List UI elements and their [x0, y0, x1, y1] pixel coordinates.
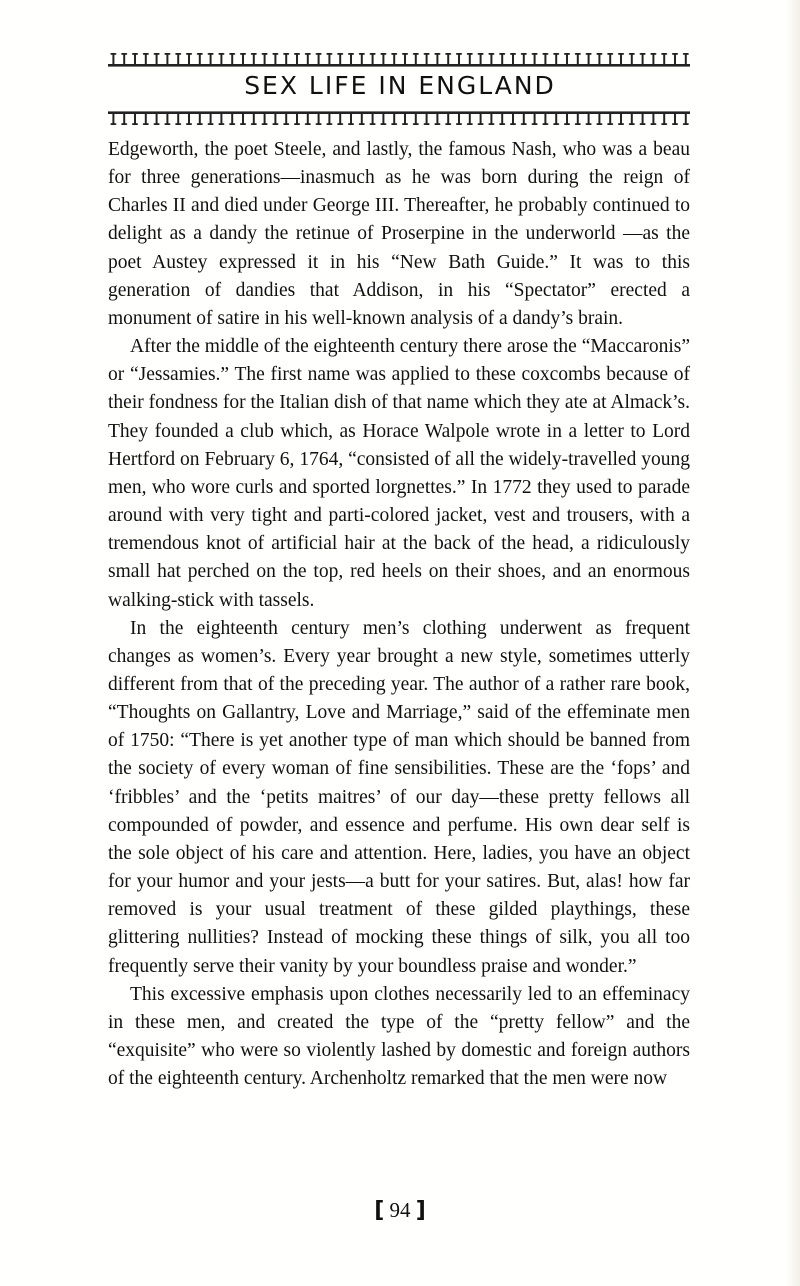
- paragraph-1: Edgeworth, the poet Steele, and lastly, the famous Nash, who was a beau for three generations—inasmuch as he was born during the reign of Charles II and died under George III. Thereafter, he probably continued to delight as a dandy the retinue of Proserpine in the underworld —as the poet Austey expressed it in his “New Bath Guide.” It was to this generation of dandies that Addison, in his “Spectator” erected a monument of satire in his well-known analysis of a dandy’s brain.: [108, 139, 690, 329]
- bottom-ornament-rule: [108, 111, 690, 125]
- folio-bracket-right: ]: [415, 1198, 426, 1223]
- folio-bracket-left: [: [374, 1198, 385, 1223]
- page-number-footer: [0, 1198, 800, 1223]
- page-edge-shadow: [786, 0, 800, 1286]
- page-number: 94: [389, 1198, 411, 1222]
- top-ornament-rule-graphic: [108, 53, 690, 67]
- top-ornament-rule: [108, 53, 690, 67]
- paragraph-3: In the eighteenth century men’s clothing underwent as frequent changes as women’s. Every year brought a new style, sometimes utterly different from that of the preceding year. The author of a rather rare book, “Thoughts on Gallantry, Love and Marriage,” said of the effeminate men of 1750: “There is yet another type of man which should be banned from the society of every woman of fine sensibilities. These are the ‘fops’ and ‘fribbles’ and the ‘petits maitres’ of our day—these pretty fellows all compounded of powder, and essence and perfume. His own dear self is the sole object of his care and attention. Here, ladies, you have an object for your humor and your jests—a butt for your satires. But, alas! how far removed is your usual treatment of these gilded playthings, these glittering nullities? Instead of mocking these things of silk, you all too frequently serve their vanity by your boundless praise and wonder.”: [108, 617, 690, 977]
- running-head-title: SEX LIFE IN ENGLAND: [244, 71, 556, 100]
- body-text: [108, 136, 690, 1093]
- paragraph-4: This excessive emphasis upon clothes necessarily led to an effeminacy in these men, and created the type of the “pretty fellow” and the “exquisite” who were so violently lashed by domestic and foreign authors of the eighteenth century. Archenholtz remarked that the men were now: [108, 983, 690, 1090]
- bottom-ornament-rule-graphic: [108, 111, 690, 125]
- paragraph-2: After the middle of the eighteenth century there arose the “Maccaronis” or “Jessamies.” The first name was applied to these coxcombs because of their fondness for the Italian dish of that name which they ate at Almack’s. They founded a club which, as Horace Walpole wrote in a letter to Lord Hertford on February 6, 1764, “consisted of all the widely-travelled young men, who wore curls and sported lorgnettes.” In 1772 they used to parade around with very tight and parti-colored jacket, vest and trousers, with a tremendous knot of artificial hair at the back of the head, a ridiculously small hat perched on the top, red heels on their shoes, and an enormous walking-stick with tassels.: [108, 336, 690, 611]
